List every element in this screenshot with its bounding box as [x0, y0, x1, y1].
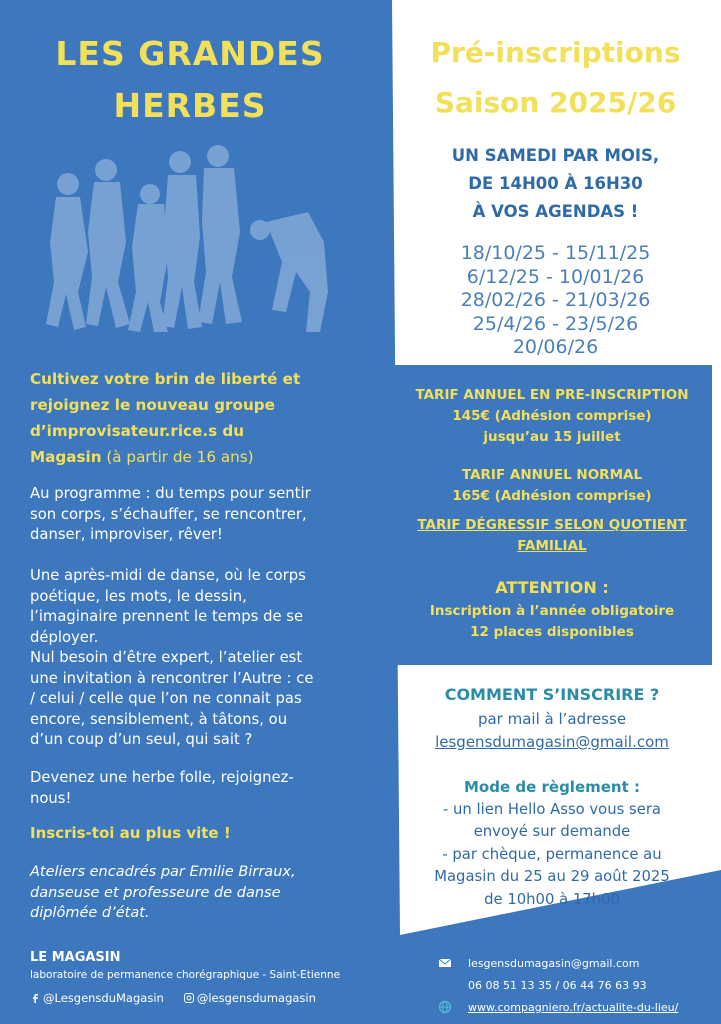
text-line: d’un coup d’un seul, qui sait ?	[30, 731, 253, 748]
text-line: une invitation à rencontrer l’Autre : ce	[30, 669, 314, 687]
footer-organization	[30, 950, 340, 1005]
date-item: 28/02/26 - 21/03/26	[460, 289, 651, 311]
dates-list	[400, 242, 711, 360]
tarif-normal	[392, 465, 712, 507]
date-item: 20/06/26	[512, 336, 599, 358]
tarif-box	[392, 365, 712, 665]
intro-line: rejoignez le nouveau groupe	[30, 396, 275, 414]
payment-heading: Mode de règlement :	[464, 778, 640, 796]
text-line: l’imaginaire prennent le temps de se	[30, 608, 304, 625]
text-line: diplômée d’état.	[30, 905, 150, 921]
org-name: LE MAGASIN	[30, 950, 121, 965]
attention-heading: ATTENTION :	[495, 578, 609, 597]
facebook-icon	[30, 993, 40, 1003]
text-line: Ateliers encadrés par Emilie Birraux,	[30, 864, 296, 880]
instagram-link[interactable]	[184, 991, 316, 1005]
globe-icon	[438, 1000, 452, 1014]
date-item: 25/4/26 - 23/5/26	[472, 312, 639, 335]
description-paragraph	[30, 566, 375, 751]
payment-line: - par chèque, permanence au	[442, 845, 662, 863]
tarif-line: TARIF DÉGRESSIF SELON QUOTIENT	[417, 517, 687, 533]
payment-info	[392, 776, 712, 911]
website-text: www.compagniero.fr/actualite-du-lieu/	[468, 1000, 679, 1014]
payment-line: - un lien Hello Asso vous sera	[443, 800, 661, 818]
date-item: 18/10/25 - 15/11/25	[460, 242, 651, 264]
text-line: Une après-midi de danse, où le corps	[30, 567, 306, 584]
text-line: nous!	[30, 789, 72, 807]
attention-line: Inscription à l’année obligatoire	[429, 603, 675, 619]
herbe-paragraph	[30, 768, 375, 809]
payment-line: Magasin du 25 au 29 août 2025	[434, 868, 670, 885]
facebook-handle: @LesgensduMagasin	[43, 991, 164, 1005]
contact-email[interactable]	[438, 952, 678, 974]
facebook-link[interactable]	[30, 991, 164, 1005]
register-heading: COMMENT S’INSCRIRE ?	[444, 685, 660, 704]
text-line: son corps, s’échauffer, se rencontrer,	[30, 505, 307, 523]
instagram-icon	[184, 993, 194, 1003]
left-column	[0, 0, 385, 940]
credits	[30, 862, 370, 924]
contact-phones[interactable]	[438, 974, 678, 996]
social-links	[30, 991, 340, 1005]
text-line: encore, sensiblement, à tâtons, ou	[30, 710, 288, 728]
attention-block	[392, 575, 712, 643]
register-text: par mail à l’adresse	[477, 710, 627, 728]
tarif-preinscription	[392, 385, 712, 448]
age-note: (à partir de 16 ans)	[101, 448, 254, 466]
call-to-action: Inscris-toi au plus vite !	[30, 824, 231, 842]
contact-phones-text: 06 08 51 13 35 / 06 44 76 63 93	[468, 978, 647, 992]
text-line: poétique, les mots, le dessin,	[30, 587, 247, 605]
tarif-degressif	[392, 515, 712, 557]
text-line: Nul besoin d’être expert, l’atelier est	[30, 649, 303, 666]
preinscription-title	[400, 28, 711, 128]
schedule-line: DE 14H00 À 16H30	[468, 174, 643, 193]
title-line: Saison 2025/26	[434, 86, 677, 119]
event-title	[0, 28, 380, 132]
attention-line: 12 places disponibles	[470, 624, 634, 640]
tarif-line: FAMILIAL	[517, 538, 587, 554]
how-to-register	[392, 682, 712, 754]
intro-bold: Magasin	[30, 448, 102, 466]
payment-line: envoyé sur demande	[473, 823, 631, 840]
footer-contacts	[438, 952, 678, 1018]
date-item: 6/12/25 - 10/01/26	[466, 265, 645, 288]
text-line: Devenez une herbe folle, rejoignez-	[30, 769, 294, 786]
intro-line: d’improvisateur.rice.s du	[30, 422, 245, 440]
org-subtitle: laboratoire de permanence chorégraphique - Saint-Etienne	[30, 969, 341, 981]
schedule-line: À VOS AGENDAS !	[472, 202, 639, 221]
instagram-handle: @lesgensdumagasin	[196, 991, 316, 1005]
tarif-line: TARIF ANNUEL EN PRE-INSCRIPTION	[415, 387, 689, 403]
tarif-line: 165€ (Adhésion comprise)	[452, 488, 652, 504]
website-link[interactable]	[438, 996, 678, 1018]
dancers-photo	[28, 142, 348, 354]
payment-line: de 10h00 à 17h00	[484, 890, 620, 908]
tarif-line: TARIF ANNUEL NORMAL	[461, 467, 643, 483]
intro-line: Cultivez votre brin de liberté et	[30, 370, 301, 388]
contact-email-text: lesgensdumagasin@gmail.com	[468, 956, 640, 970]
tarif-line: 145€ (Adhésion comprise)	[452, 408, 652, 424]
register-email-link[interactable]: lesgensdumagasin@gmail.com	[435, 733, 669, 751]
mail-icon	[438, 956, 452, 970]
text-line: Au programme : du temps pour sentir	[30, 485, 311, 502]
intro-text	[30, 366, 375, 470]
intro-line	[30, 444, 375, 470]
schedule-info	[400, 142, 711, 226]
title-line: Pré-inscriptions	[430, 36, 681, 69]
program-paragraph	[30, 484, 375, 546]
text-line: déployer.	[30, 628, 99, 646]
text-line: danseuse et professeure de danse	[30, 884, 281, 901]
schedule-line: UN SAMEDI PAR MOIS,	[451, 146, 660, 165]
title-line: LES GRANDES	[55, 34, 325, 73]
text-line: / celui / celle que l’on ne connait pas	[30, 690, 302, 707]
title-line: HERBES	[113, 86, 267, 125]
text-line: danser, improviser, rêver!	[30, 526, 223, 543]
tarif-line: jusqu’au 15 juillet	[483, 429, 621, 445]
